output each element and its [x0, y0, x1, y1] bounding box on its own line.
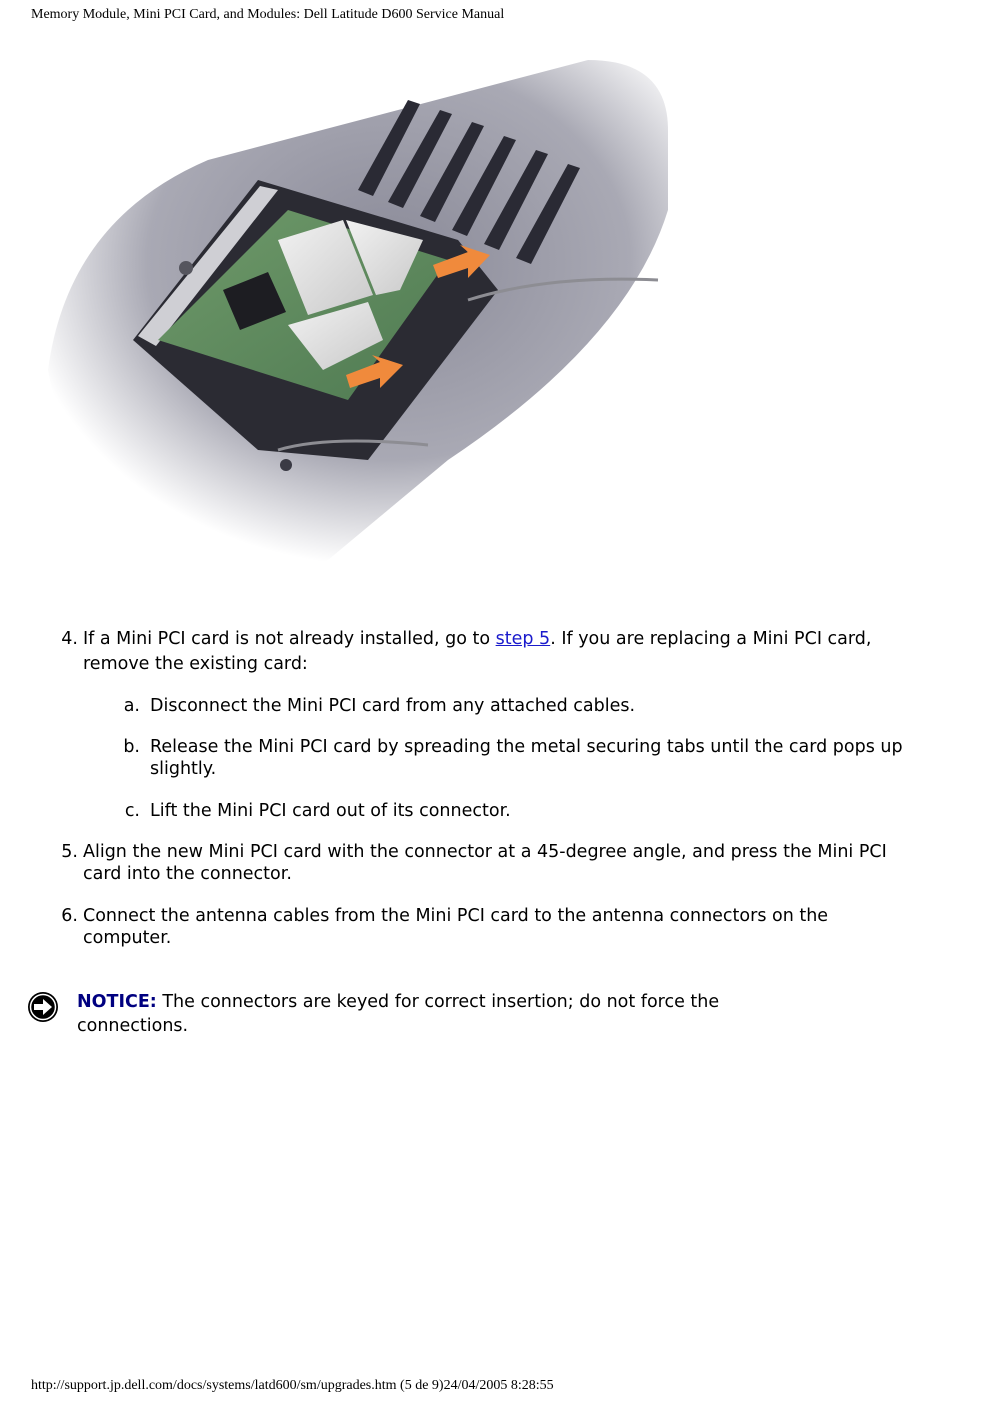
substep-c-text: Lift the Mini PCI card out of its connector.: [150, 801, 511, 821]
step-number: c.: [124, 801, 140, 821]
substep-a-text: Disconnect the Mini PCI card from any attached cables.: [150, 696, 636, 716]
step-4-line-2: remove the existing card:: [83, 654, 308, 674]
notice-arrow-icon: [27, 991, 59, 1023]
step-5-line-2: card into the connector.: [83, 864, 292, 884]
notice-line-1: The connectors are keyed for correct insertion; do not force the: [156, 992, 720, 1012]
mini-pci-card-illustration: [28, 40, 678, 580]
step-5-line-1: Align the new Mini PCI card with the connector at a 45-degree angle, and press the Mini PCI: [83, 842, 887, 862]
step-4-line-1: [83, 628, 871, 651]
step-5-link[interactable]: step 5: [495, 629, 551, 649]
step-number: 6.: [61, 906, 78, 926]
print-footer: http://support.jp.dell.com/docs/systems/latd600/sm/upgrades.htm (5 de 9)24/04/2005 8:28:55: [31, 1378, 554, 1393]
step-number: a.: [123, 696, 140, 716]
substep-b-line-2: slightly.: [150, 759, 217, 779]
mini-pci-card-removal-illustration: [28, 40, 678, 580]
substep-b-line-1: Release the Mini PCI card by spreading the metal securing tabs until the card pops up: [150, 737, 903, 757]
step-6-line-2: computer.: [83, 928, 172, 948]
step-number: 5.: [61, 842, 78, 862]
notice-line-2: connections.: [77, 1016, 189, 1036]
print-header: Memory Module, Mini PCI Card, and Modules: Dell Latitude D600 Service Manual: [31, 7, 505, 22]
notice-text: [77, 990, 797, 1038]
step-number: b.: [123, 737, 140, 757]
step-6-line-1: Connect the antenna cables from the Mini PCI card to the antenna connectors on the: [83, 906, 829, 926]
step-text: . If you are replacing a Mini PCI card,: [550, 629, 872, 649]
step-number: 4.: [61, 629, 78, 649]
step-text: If a Mini PCI card is not already installed, go to: [83, 629, 496, 649]
notice-label: NOTICE:: [77, 992, 157, 1012]
